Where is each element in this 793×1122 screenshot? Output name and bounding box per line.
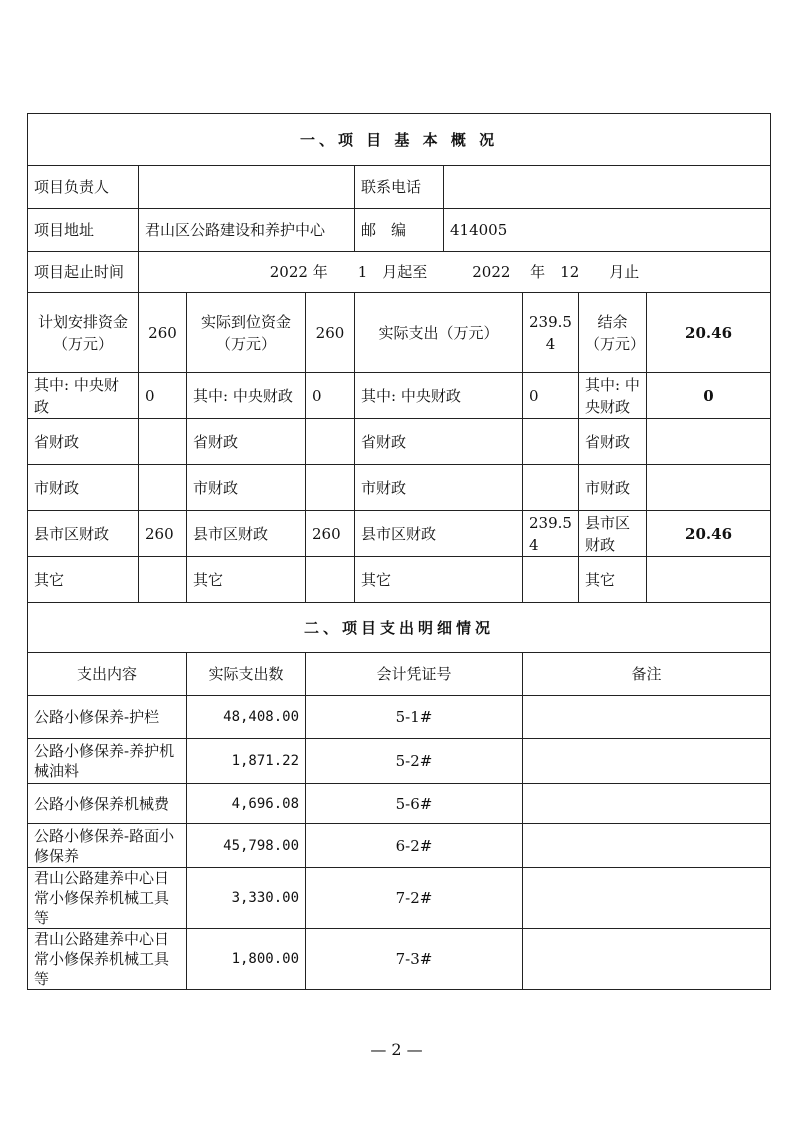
funds-row [28, 465, 771, 511]
phone-value [444, 166, 771, 209]
fund-value [139, 557, 187, 603]
note-cell [523, 784, 771, 824]
planned-label: 计划安排资金（万元） [28, 293, 139, 373]
fund-value [306, 557, 355, 603]
amount-cell: 45,798.00 [187, 824, 306, 868]
funds-row [28, 557, 771, 603]
fund-label: 市财政 [355, 465, 523, 511]
project-table [27, 113, 771, 990]
content-cell: 君山公路建养中心日常小修保养机械工具等 [28, 929, 187, 990]
fund-label: 其中: 中央财政 [355, 373, 523, 419]
amount-cell: 1,871.22 [187, 739, 306, 784]
header-amount: 实际支出数 [187, 653, 306, 696]
period-label: 项目起止时间 [28, 252, 139, 293]
funds-row [28, 373, 771, 419]
fund-value [306, 465, 355, 511]
voucher-cell: 7-3# [306, 929, 523, 990]
address-label: 项目地址 [28, 209, 139, 252]
fund-label: 其它 [355, 557, 523, 603]
section1-title: 一、项 目 基 本 概 况 [28, 114, 771, 166]
fund-label: 县市区财政 [355, 511, 523, 557]
fund-value [523, 419, 579, 465]
note-cell [523, 739, 771, 784]
planned-value: 260 [139, 293, 187, 373]
voucher-cell: 5-1# [306, 696, 523, 739]
content-cell: 公路小修保养-养护机械油料 [28, 739, 187, 784]
fund-label: 省财政 [355, 419, 523, 465]
voucher-cell: 5-2# [306, 739, 523, 784]
fund-value: 0 [647, 373, 771, 419]
fund-label: 省财政 [28, 419, 139, 465]
fund-value [647, 465, 771, 511]
fund-value [139, 419, 187, 465]
fund-value: 239.54 [523, 511, 579, 557]
voucher-cell: 7-2# [306, 868, 523, 929]
note-cell [523, 824, 771, 868]
note-cell [523, 929, 771, 990]
fund-label: 市财政 [187, 465, 306, 511]
fund-label: 县市区财政 [187, 511, 306, 557]
amount-cell: 4,696.08 [187, 784, 306, 824]
table-row [28, 696, 771, 739]
fund-value [647, 557, 771, 603]
fund-value: 0 [306, 373, 355, 419]
fund-value [139, 465, 187, 511]
fund-label: 省财政 [187, 419, 306, 465]
phone-label: 联系电话 [355, 166, 444, 209]
spent-value: 239.54 [523, 293, 579, 373]
fund-value: 0 [139, 373, 187, 419]
note-cell [523, 868, 771, 929]
fund-label: 市财政 [28, 465, 139, 511]
fund-value [523, 465, 579, 511]
section2-title: 二、项目支出明细情况 [28, 603, 771, 653]
postcode-value: 414005 [444, 209, 771, 252]
fund-value: 260 [139, 511, 187, 557]
amount-cell: 48,408.00 [187, 696, 306, 739]
balance-value: 20.46 [647, 293, 771, 373]
fund-value [647, 419, 771, 465]
header-note: 备注 [523, 653, 771, 696]
table-row [28, 739, 771, 784]
postcode-label: 邮 编 [355, 209, 444, 252]
fund-label: 县市区财政 [28, 511, 139, 557]
leader-value [139, 166, 355, 209]
spent-label: 实际支出（万元） [355, 293, 523, 373]
content-cell: 君山公路建养中心日常小修保养机械工具等 [28, 868, 187, 929]
content-cell: 公路小修保养-护栏 [28, 696, 187, 739]
fund-label: 其它 [28, 557, 139, 603]
leader-label: 项目负责人 [28, 166, 139, 209]
amount-cell: 1,800.00 [187, 929, 306, 990]
amount-cell: 3,330.00 [187, 868, 306, 929]
fund-label: 市财政 [579, 465, 647, 511]
voucher-cell: 5-6# [306, 784, 523, 824]
balance-label: 结余（万元） [579, 293, 647, 373]
page-number: — 2 — [370, 1040, 423, 1059]
fund-label: 其中: 中央财政 [187, 373, 306, 419]
content-cell: 公路小修保养-路面小修保养 [28, 824, 187, 868]
note-cell [523, 696, 771, 739]
header-voucher: 会计凭证号 [306, 653, 523, 696]
period-value: 2022 年 1 月起至 2022 年 12 月止 [139, 252, 771, 293]
fund-value [523, 557, 579, 603]
fund-label: 县市区财政 [579, 511, 647, 557]
fund-label: 其中: 中央财政 [28, 373, 139, 419]
fund-label: 其它 [579, 557, 647, 603]
funds-row [28, 419, 771, 465]
table-row [28, 784, 771, 824]
arrived-value: 260 [306, 293, 355, 373]
fund-value: 0 [523, 373, 579, 419]
table-row [28, 868, 771, 929]
table-row [28, 824, 771, 868]
arrived-label: 实际到位资金（万元） [187, 293, 306, 373]
fund-value: 260 [306, 511, 355, 557]
fund-label: 其它 [187, 557, 306, 603]
fund-label: 其中: 中央财政 [579, 373, 647, 419]
voucher-cell: 6-2# [306, 824, 523, 868]
fund-label: 省财政 [579, 419, 647, 465]
funds-row [28, 511, 771, 557]
header-content: 支出内容 [28, 653, 187, 696]
fund-value: 20.46 [647, 511, 771, 557]
fund-value [306, 419, 355, 465]
address-value: 君山区公路建设和养护中心 [139, 209, 355, 252]
content-cell: 公路小修保养机械费 [28, 784, 187, 824]
table-row [28, 929, 771, 990]
